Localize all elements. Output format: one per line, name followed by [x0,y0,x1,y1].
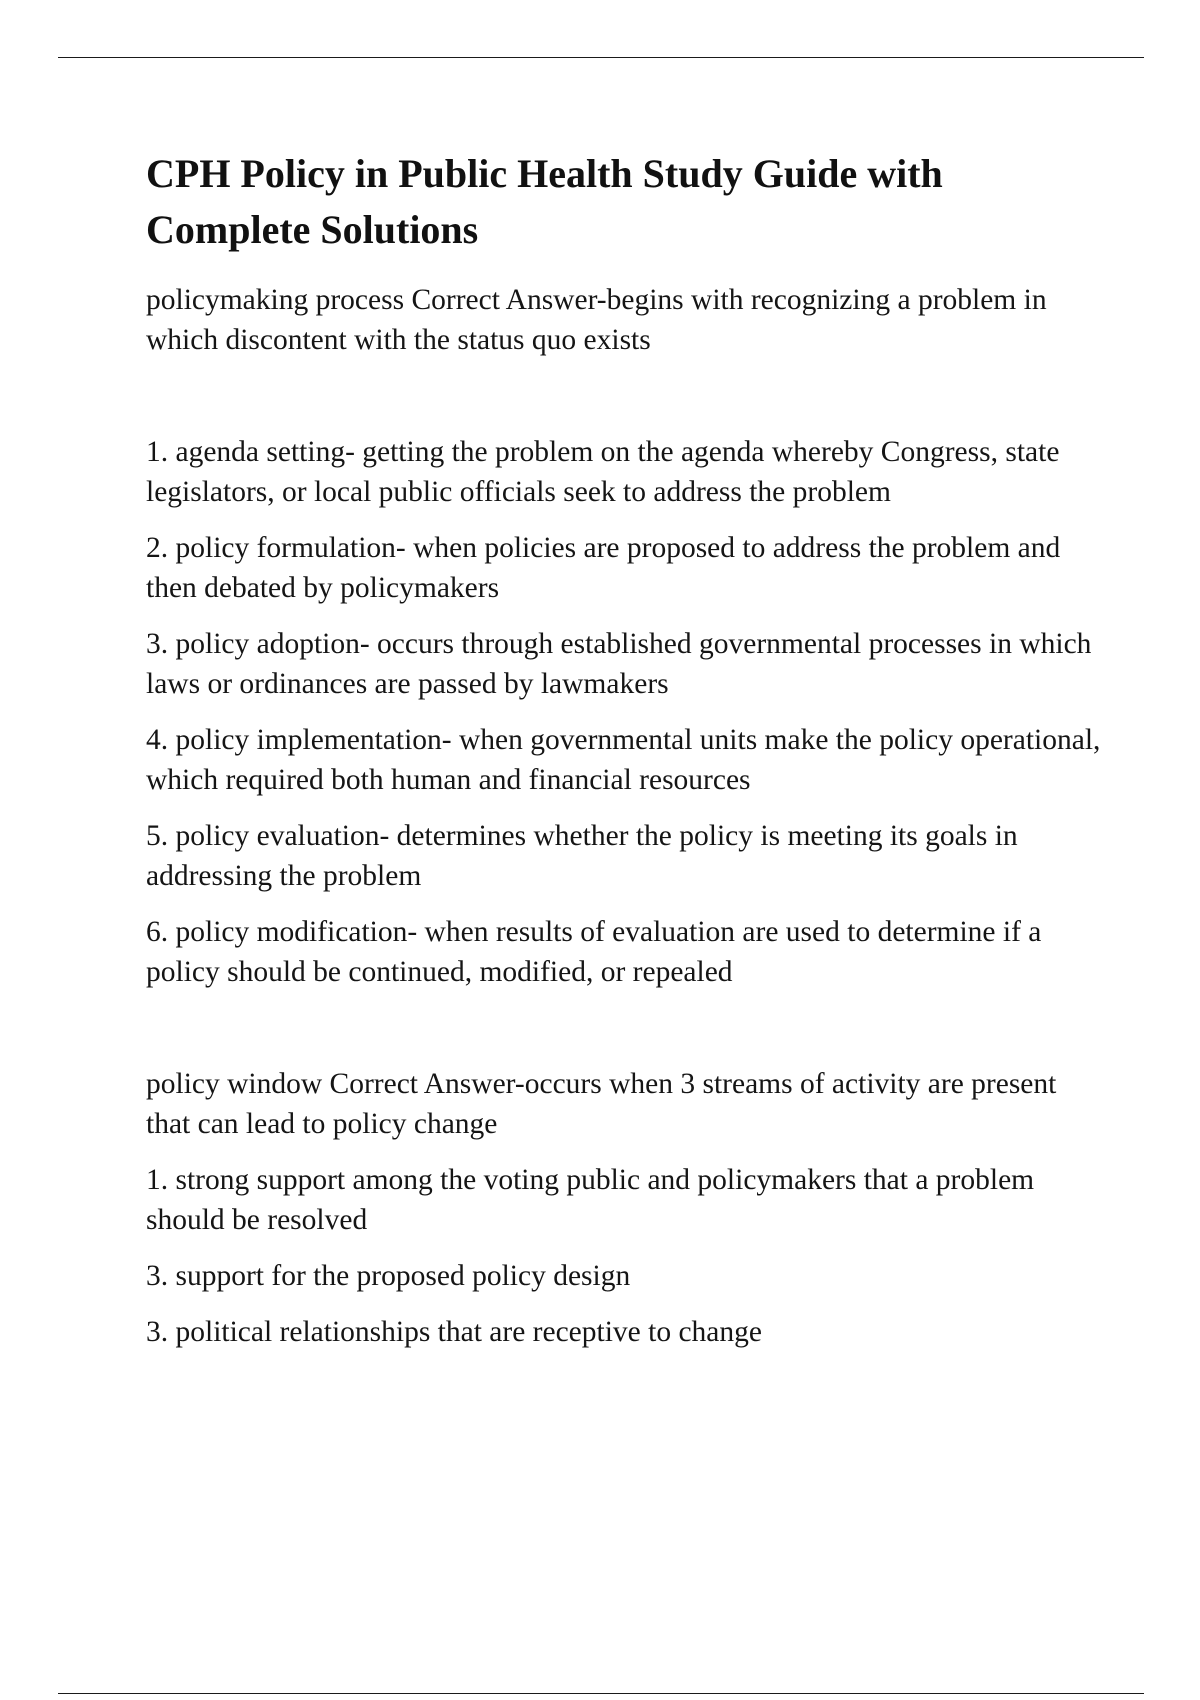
list-item: 3. policy adoption- occurs through established governmental processes in which laws or ordinances are passed by lawmakers [146,628,1092,700]
list-item: 1. agenda setting- getting the problem on the agenda whereby Congress, state legislators, or local public officials seek to address the problem [146,436,1060,508]
list-item: 1. strong support among the voting public and policymakers that a problem should be resolved [146,1164,1035,1236]
document-body [146,146,1106,1352]
list-item: 3. support for the proposed policy design [146,1260,631,1292]
list-item: 5. policy evaluation- determines whether the policy is meeting its goals in addressing the problem [146,820,1018,892]
list-item: 6. policy modification- when results of evaluation are used to determine if a policy should be continued, modified, or repealed [146,916,1042,988]
definition-policymaking-process: policymaking process Correct Answer-begins with recognizing a problem in which discontent with the status quo exists [146,284,1047,356]
list-item: 4. policy implementation- when governmental units make the policy operational, which required both human and financial resources [146,724,1101,796]
header-rule [58,57,1144,58]
list-item: 2. policy formulation- when policies are proposed to address the problem and then debated by policymakers [146,532,1061,604]
list-item: 3. political relationships that are receptive to change [146,1316,762,1348]
definition-policy-window: policy window Correct Answer-occurs when 3 streams of activity are present that can lead to policy change [146,1068,1057,1140]
footer-rule [58,1693,1144,1694]
document-title: CPH Policy in Public Health Study Guide with Complete Solutions [146,151,943,252]
